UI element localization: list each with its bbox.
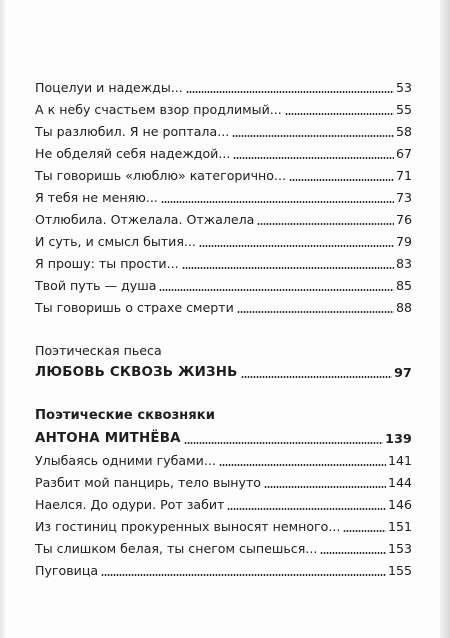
toc-section-heading [35, 425, 412, 447]
toc-entry-title: И суть, и смысл бытия... [35, 234, 196, 249]
toc-entry-title: Улыбаясь одними губами... [35, 453, 216, 468]
dot-leader [159, 289, 394, 291]
page-left-edge [0, 0, 5, 638]
section-subtitle: Поэтическая пьеса [35, 343, 162, 358]
toc-entry-page: 88 [395, 300, 412, 315]
dot-leader [320, 552, 386, 554]
toc-entry-title: Из гостиниц прокуренных выносят немного... [35, 519, 341, 534]
toc-entry-page: 55 [395, 102, 412, 117]
toc-entry [35, 272, 412, 294]
toc-entry-title: Поцелуи и надежды... [35, 80, 183, 95]
toc-entry [35, 491, 412, 513]
toc-entry-page: 146 [387, 497, 412, 512]
dot-leader [233, 157, 394, 159]
toc-entry-title: Я прошу: ты прости... [35, 256, 179, 271]
toc-entry [35, 250, 412, 272]
toc-entry [35, 74, 412, 96]
dot-leader [285, 113, 394, 115]
toc-entry [35, 118, 412, 140]
toc-entry [35, 513, 412, 535]
dot-leader [257, 223, 394, 225]
toc-entry [35, 184, 412, 206]
dot-leader [161, 201, 394, 203]
dot-leader [186, 91, 394, 93]
dot-leader [101, 574, 386, 576]
dot-leader [237, 311, 394, 313]
dot-leader [184, 442, 383, 444]
toc-entry [35, 206, 412, 228]
toc-entry-title: Пуговица [35, 563, 99, 578]
toc-entry [35, 140, 412, 162]
toc-heading-page: 97 [394, 365, 412, 380]
dot-leader [264, 486, 386, 488]
toc-entry-title: Наелся. До одури. Рот забит [35, 497, 225, 512]
toc-heading-title: ЛЮБОВЬ СКВОЗЬ ЖИЗНЬ [35, 365, 238, 380]
toc-entry [35, 447, 412, 469]
toc-entry-page: 73 [395, 190, 412, 205]
page-right-edge [440, 0, 450, 638]
toc-entry [35, 228, 412, 250]
toc-entry-title: Не обделяй себя надеждой... [35, 146, 231, 161]
toc-entry-title: Твой путь — душа [35, 278, 157, 293]
toc-entry-page: 153 [387, 541, 412, 556]
toc-entry-page: 83 [395, 256, 412, 271]
toc-entry-title: Ты говоришь о страхе смерти [35, 300, 234, 315]
dot-leader [343, 530, 386, 532]
toc-entry [35, 557, 412, 579]
toc-entry [35, 96, 412, 118]
toc-entry-page: 76 [395, 212, 412, 227]
dot-leader [219, 464, 386, 466]
toc-entry-page: 67 [395, 146, 412, 161]
toc-entry [35, 294, 412, 316]
toc-entry-title: Ты разлюбил. Я не роптала... [35, 124, 230, 139]
dot-leader [232, 135, 394, 137]
dot-leader [199, 245, 394, 247]
toc-entry-page: 141 [387, 453, 412, 468]
dot-leader [182, 267, 394, 269]
toc-entry-title: Я тебя не меняю... [35, 190, 158, 205]
dot-leader [241, 376, 392, 378]
toc-heading-title: АНТОНА МИТНЁВА [35, 431, 181, 446]
toc-entry-page: 53 [395, 80, 412, 95]
toc-entry-page: 151 [387, 519, 412, 534]
toc-entry-title: Отлюбила. Отжелала. Отжалела [35, 212, 255, 227]
section-subtitle: Поэтические сквозняки [35, 408, 215, 423]
toc-entry-page: 58 [395, 124, 412, 139]
toc-entry-page: 79 [395, 234, 412, 249]
toc-entry-page: 144 [387, 475, 412, 490]
toc-section-heading [35, 359, 412, 381]
toc-entry-title: Разбит мой панцирь, тело вынуто [35, 475, 261, 490]
toc-entry-page: 155 [387, 563, 412, 578]
dot-leader [227, 508, 386, 510]
toc-entry [35, 469, 412, 491]
toc-entry [35, 162, 412, 184]
toc-entry-page: 71 [395, 168, 412, 183]
toc-entry-title: Ты слишком белая, ты снегом сыпешься... [35, 541, 318, 556]
toc-entry [35, 535, 412, 557]
toc-heading-page: 139 [385, 431, 412, 446]
toc-entry-title: Ты говоришь «люблю» категорично... [35, 168, 286, 183]
toc-entry-page: 85 [395, 278, 412, 293]
dot-leader [289, 179, 394, 181]
toc-entry-title: А к небу счастьем взор продлимый... [35, 102, 282, 117]
